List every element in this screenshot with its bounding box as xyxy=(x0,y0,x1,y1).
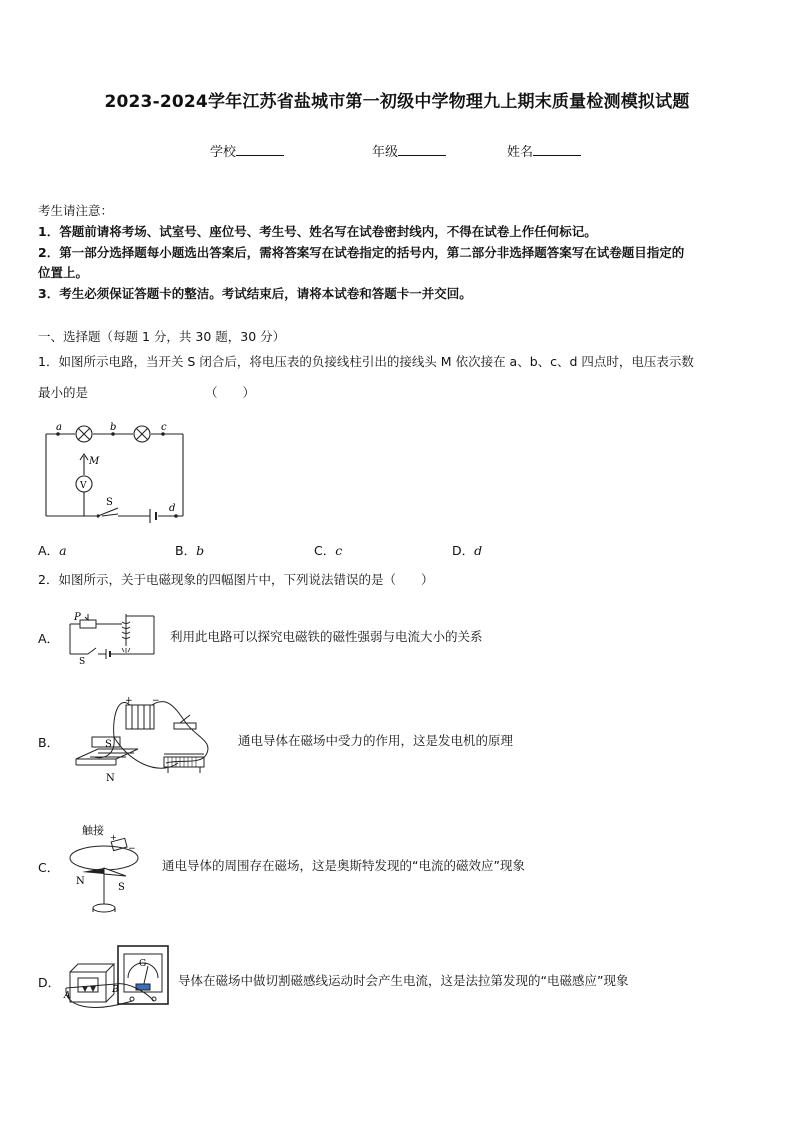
q1-circuit-diagram xyxy=(38,418,198,526)
q2-d-induction-apparatus xyxy=(60,942,175,1022)
q1-option-c[interactable]: C．c xyxy=(314,543,343,558)
label-c: c xyxy=(161,422,167,433)
label-G: G xyxy=(139,959,147,969)
school-blank[interactable] xyxy=(236,143,284,156)
grade-field xyxy=(372,141,446,160)
notice-item-1: 1．答题前请将考场、试室号、座位号、考生号、姓名写在试卷密封线内，不得在试卷上作任何标记。 xyxy=(38,224,597,239)
page-title: 2023-2024学年江苏省盐城市第一初级中学物理九上期末质量检测模拟试题 xyxy=(104,92,690,112)
notice-item-2: 2．第一部分选择题每小题选出答案后，需将答案写在试卷指定的括号内，第二部分非选择题答案写在试卷题目指定的 xyxy=(38,245,685,260)
q2-stem: 2．如图所示，关于电磁现象的四幅图片中，下列说法错误的是（ ） xyxy=(38,572,434,587)
label-S: S xyxy=(106,497,113,508)
q1-option-d[interactable]: D．d xyxy=(452,543,483,558)
label-plus-b: + xyxy=(125,697,133,706)
label-V: V xyxy=(80,481,87,491)
label-touch: 触接 xyxy=(82,824,104,837)
label-S-a: S xyxy=(79,657,86,666)
school-field xyxy=(210,141,284,160)
label-a: a xyxy=(56,422,62,433)
label-minus-c: − xyxy=(128,844,136,854)
label-N-b: N xyxy=(106,773,115,784)
q1-stem-line1: 1．如图所示电路，当开关 S 闭合后，将电压表的负接线柱引出的接线头 M 依次接在 a、b、c、d 四点时，电压表示数 xyxy=(38,354,694,369)
q2-c-oersted-apparatus xyxy=(64,820,154,920)
notice-item-2-cont: 位置上。 xyxy=(38,265,89,280)
notice-item-3: 3．考生必须保证答题卡的整洁。考试结束后，请将本试卷和答题卡一并交回。 xyxy=(38,286,472,301)
name-field xyxy=(507,141,581,160)
q1-option-b[interactable]: B．b xyxy=(175,543,205,558)
q2-option-a-text[interactable]: 利用此电路可以探究电磁铁的磁性强弱与电流大小的关系 xyxy=(170,629,483,644)
label-minus-b: − xyxy=(152,697,160,706)
grade-blank[interactable] xyxy=(398,143,446,156)
section-heading: 一、选择题（每题 1 分，共 30 题，30 分） xyxy=(38,329,286,344)
label-d: d xyxy=(169,503,176,514)
q2-option-b-letter[interactable]: B． xyxy=(38,735,60,750)
label-P: P xyxy=(74,612,81,623)
q2-option-a-letter[interactable]: A． xyxy=(38,631,60,646)
label-B: B xyxy=(112,985,119,995)
q2-option-c-text[interactable]: 通电导体的周围存在磁场，这是奥斯特发现的“电流的磁效应”现象 xyxy=(162,858,525,873)
label-A: A xyxy=(64,991,71,1001)
q2-option-b-text[interactable]: 通电导体在磁场中受力的作用，这是发电机的原理 xyxy=(238,733,514,748)
q2-b-motor-apparatus xyxy=(68,697,218,785)
q1-stem-line2: 最小的是 xyxy=(38,385,89,400)
grade-label: 年级 xyxy=(372,145,399,160)
label-S-b: S xyxy=(105,739,112,750)
label-plus-c: + xyxy=(110,833,117,842)
notice-heading: 考生请注意： xyxy=(38,203,114,218)
label-M: M xyxy=(89,456,100,467)
label-S-c: S xyxy=(118,882,125,893)
label-N-c: N xyxy=(76,876,85,887)
q1-answer-bracket[interactable]: （ ） xyxy=(205,385,256,400)
school-label: 学校 xyxy=(210,145,237,160)
label-b: b xyxy=(110,422,117,433)
q2-option-d-text[interactable]: 导体在磁场中做切割磁感线运动时会产生电流，这是法拉第发现的“电磁感应”现象 xyxy=(178,973,629,988)
q2-option-c-letter[interactable]: C． xyxy=(38,860,60,875)
name-label: 姓名 xyxy=(507,145,534,160)
q1-option-a[interactable]: A．a xyxy=(38,543,67,558)
q2-option-d-letter[interactable]: D． xyxy=(38,975,61,990)
name-blank[interactable] xyxy=(533,143,581,156)
q2-a-electromagnet-circuit xyxy=(66,610,161,666)
